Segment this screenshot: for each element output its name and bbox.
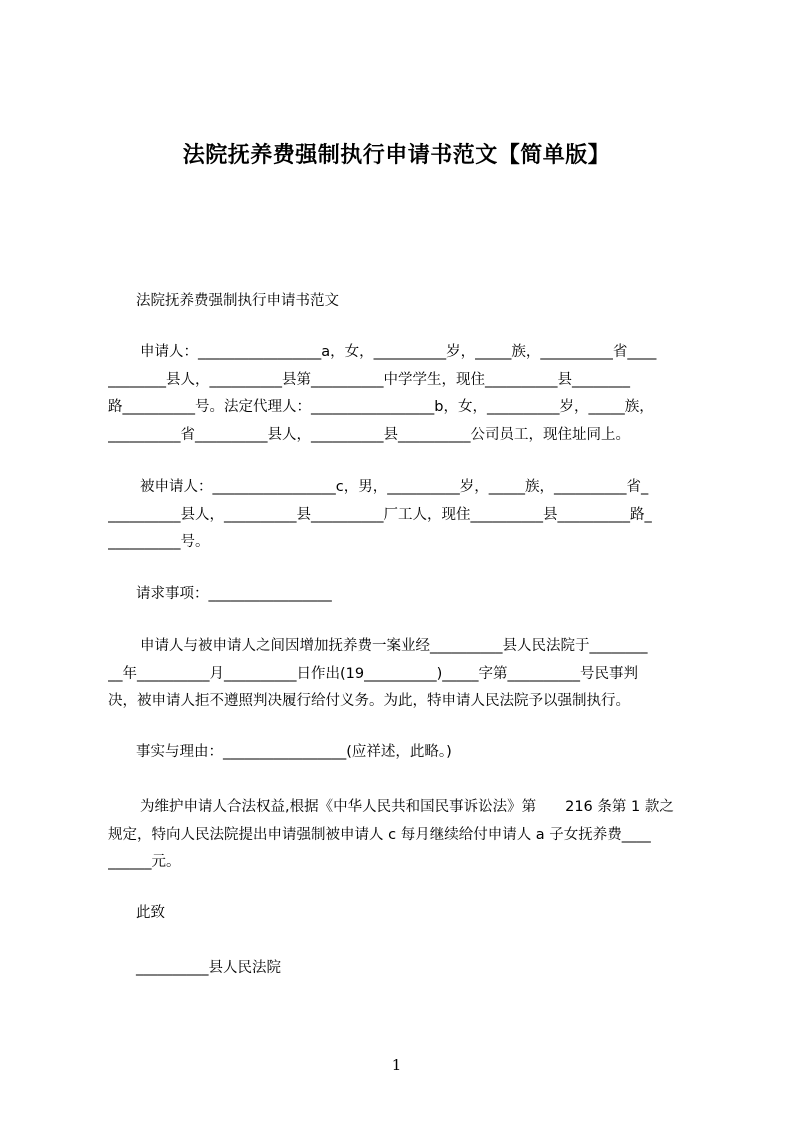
closing-salutation: 此致 [136,905,165,921]
respondent-line: __________县人，__________县__________厂工人，现住__________县__________路_ [108,506,652,523]
document-subtitle: 法院抚养费强制执行申请书范文 [136,293,339,309]
legal-basis-section [108,794,702,877]
case-history-line: __年__________月__________日作出(19__________)_____字第__________号民事判 [108,665,639,682]
legal-basis-line: 为维护申请人合法权益,根据《中华人民共和国民事诉讼法》第 216 条第 1 款之 [140,799,674,815]
case-history-line: 申请人与被申请人之间因增加抚养费一案业经__________县人民法院于________ [140,638,648,654]
respondent-section [108,474,702,557]
document-title: 法院抚养费强制执行申请书范文【简单版】 [182,143,611,168]
applicant-line: 路__________号。法定代理人：_________________b，女，__________岁，_____族， [108,399,654,415]
applicant-section [108,339,702,449]
request-items: 请求事项：_________________ [136,586,332,602]
page-number: 1 [391,1056,402,1074]
respondent-line: 被申请人：_________________c，男，__________岁，_____族，__________省_ [140,479,649,495]
case-history-line: 决，被申请人拒不遵照判决履行给付义务。为此，特申请人民法院予以强制执行。 [108,693,630,709]
legal-basis-line: 规定，特向人民法院提出申请强制被申请人 c 每月继续给付申请人 a 子女抚养费____ [108,826,651,843]
case-history-section [108,633,702,716]
court-addressee: __________县人民法院 [136,960,281,976]
facts-and-reasons: 事实与理由：_________________(应祥述，此略。) [136,744,452,760]
respondent-line: __________号。 [108,534,210,550]
applicant-line: __________省__________县人，__________县__________公司员工，现住址同上。 [108,426,630,443]
applicant-line: 申请人：_________________a，女，__________岁，_____族，__________省____ [140,344,657,360]
applicant-line: ________县人，__________县第__________中学学生，现住__________县________ [108,371,630,388]
legal-basis-line: ______元。 [108,854,181,870]
